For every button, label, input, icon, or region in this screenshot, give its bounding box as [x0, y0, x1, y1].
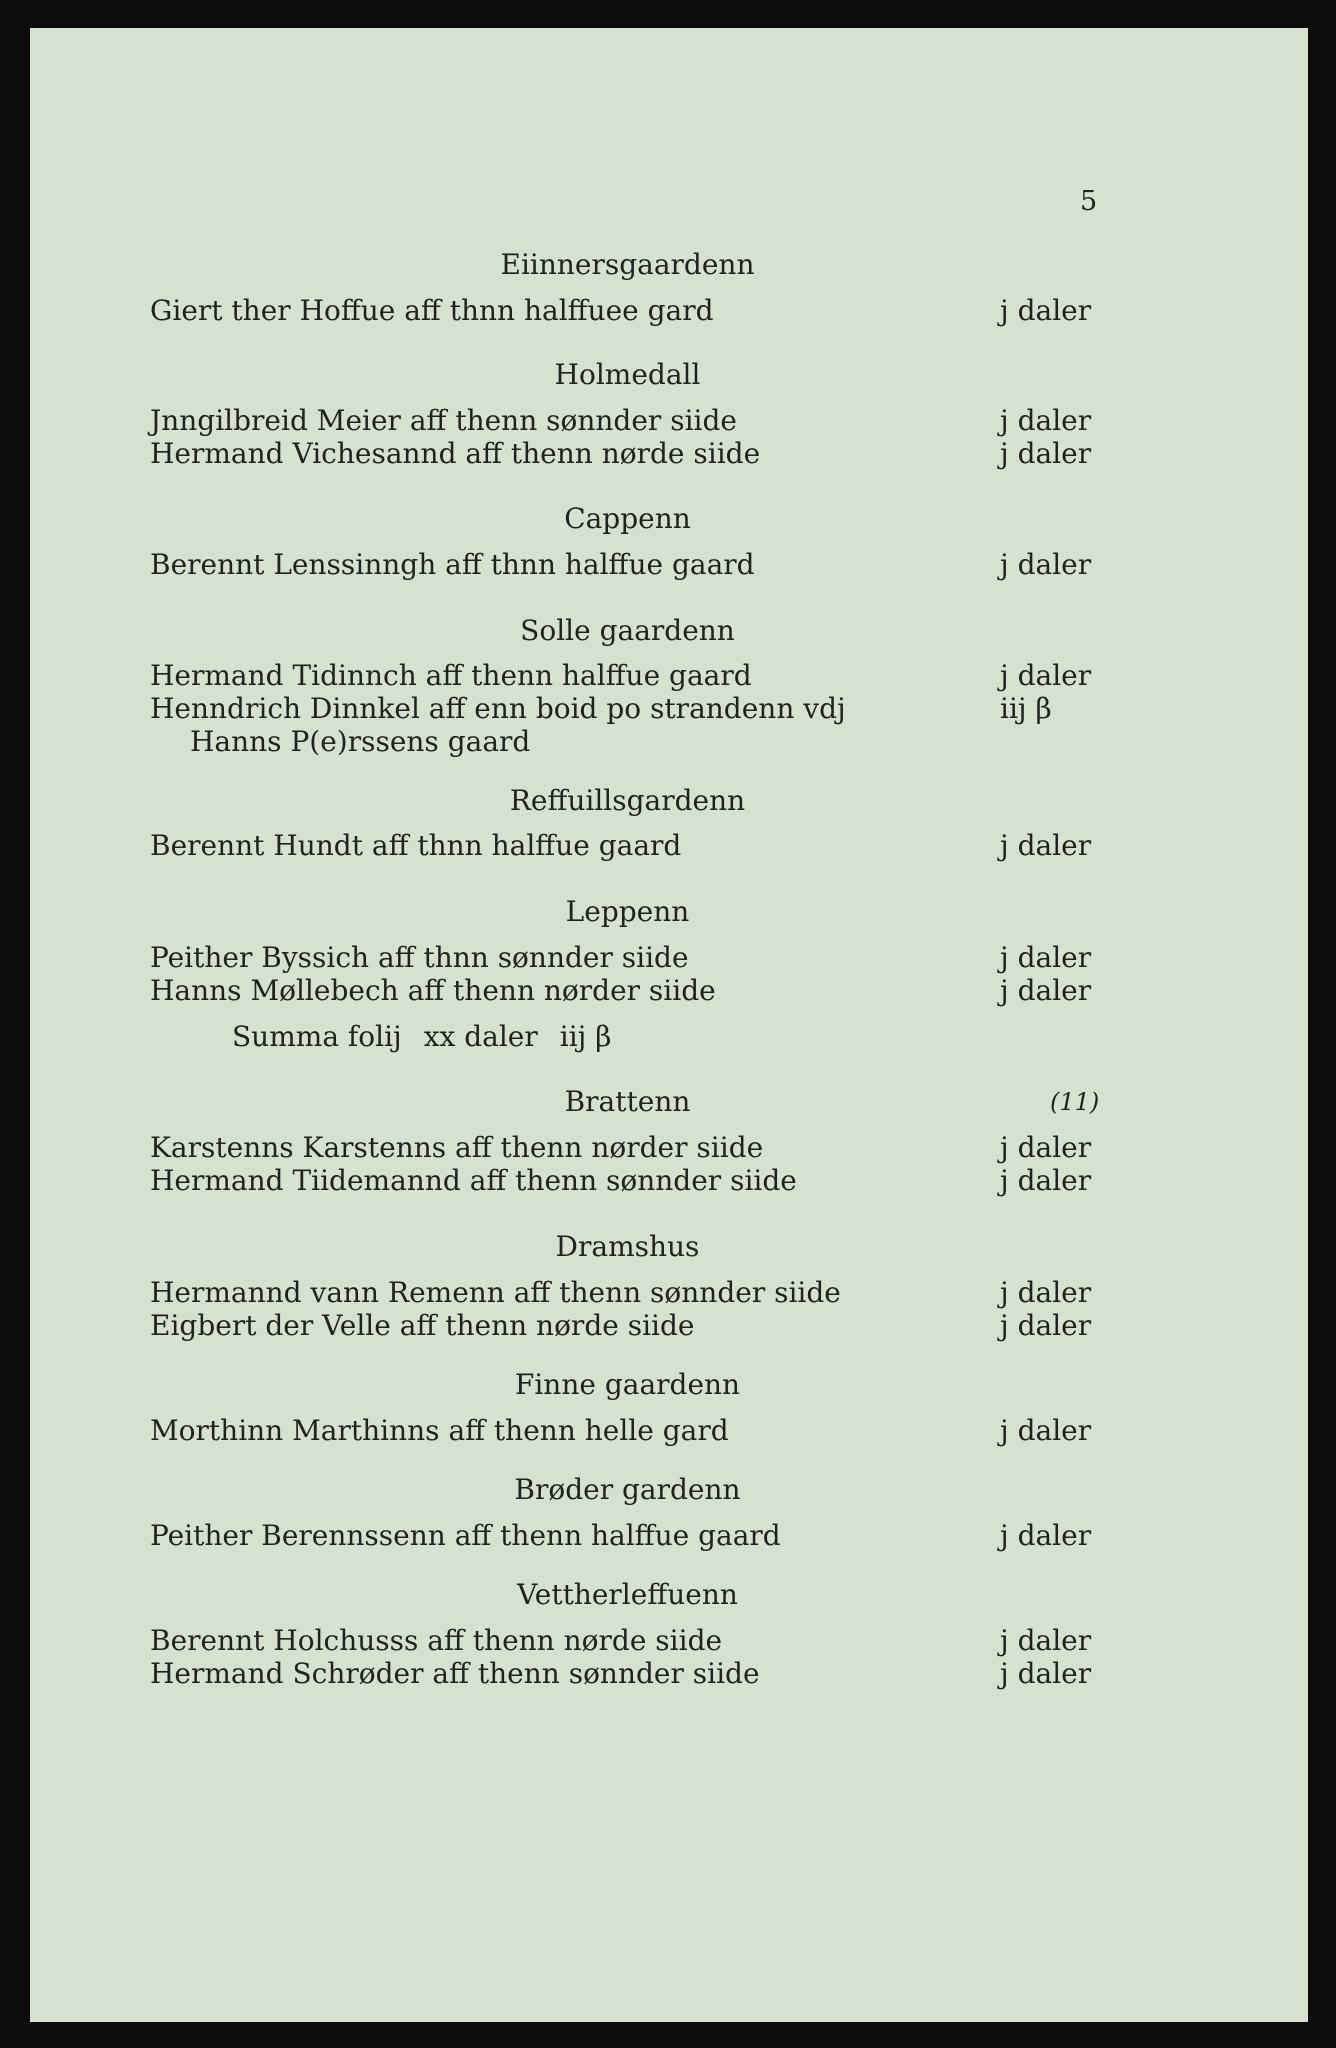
entry-name: Peither Berennssenn aff thenn halffue gaard	[150, 1519, 781, 1552]
entry-continuation: Hanns P(e)rssens gaard	[190, 725, 531, 758]
entry-amount: j daler	[1000, 1624, 1092, 1657]
entry-amount: j daler	[1000, 1164, 1092, 1197]
entry-name: Giert ther Hoffue aff thnn halffuee gard	[150, 294, 714, 327]
entry-name: Berennt Hundt aff thnn halffue gaard	[150, 829, 682, 862]
summa-label: Summa folij	[232, 1020, 402, 1053]
summa-line	[232, 1020, 611, 1053]
entry-amount: j daler	[1000, 1657, 1092, 1690]
section-heading: Holmedall	[554, 358, 701, 391]
entry-amount: j daler	[1000, 1276, 1092, 1309]
section-heading: Vettherleffuenn	[517, 1578, 738, 1611]
entry-name: Hanns Møllebech aff thenn nørder siide	[150, 974, 716, 1007]
entry-name: Karstenns Karstenns aff thenn nørder siide	[150, 1131, 764, 1164]
entry-name: Hermand Vichesannd aff thenn nørde siide	[150, 437, 761, 470]
entry-name: Hermand Tiidemannd aff thenn sønnder siide	[150, 1164, 797, 1197]
entry-amount: j daler	[1000, 1131, 1092, 1164]
entry-amount: j daler	[1000, 829, 1092, 862]
document-page	[30, 28, 1308, 2022]
entry-amount: j daler	[1000, 294, 1092, 327]
section-heading: Reffuillsgardenn	[509, 784, 746, 817]
section-heading: Finne gaardenn	[514, 1368, 741, 1401]
section-heading: Eiinnersgaardenn	[500, 248, 755, 281]
entry-amount: j daler	[1000, 437, 1092, 470]
folio-marker: (11)	[1050, 1088, 1100, 1116]
entry-amount: j daler	[1000, 1309, 1092, 1342]
entry-name: Eigbert der Velle aff thenn nørde siide	[150, 1309, 695, 1342]
entry-amount: j daler	[1000, 659, 1092, 692]
entry-name: Berennt Holchusss aff thenn nørde siide	[150, 1624, 723, 1657]
section-heading: Brattenn	[564, 1085, 691, 1118]
entry-name: Morthinn Marthinns aff thenn helle gard	[150, 1414, 729, 1447]
entry-amount: j daler	[1000, 1414, 1092, 1447]
section-heading: Brøder gardenn	[514, 1473, 741, 1506]
entry-name: Peither Byssich aff thnn sønnder siide	[150, 941, 689, 974]
entry-amount: j daler	[1000, 404, 1092, 437]
entry-name: Henndrich Dinnkel aff enn boid po strandenn vdj	[150, 692, 846, 725]
entry-name: Jnngilbreid Meier aff thenn sønnder siide	[150, 404, 737, 437]
section-heading: Cappenn	[564, 502, 691, 535]
section-heading: Leppenn	[565, 895, 690, 928]
entry-name: Hermand Schrøder aff thenn sønnder siide	[150, 1657, 760, 1690]
section-heading: Dramshus	[555, 1230, 700, 1263]
summa-daler: xx daler	[423, 1020, 538, 1053]
entry-name: Berennt Lenssinngh aff thnn halffue gaard	[150, 548, 755, 581]
entry-name: Hermand Tidinnch aff thenn halffue gaard	[150, 659, 752, 692]
entry-name: Hermannd vann Remenn aff thenn sønnder siide	[150, 1276, 841, 1309]
section-heading: Solle gaardenn	[520, 614, 735, 647]
entry-amount: iij β	[1000, 692, 1052, 725]
summa-shillings: iij β	[559, 1020, 612, 1053]
page-number: 5	[1080, 186, 1098, 217]
entry-amount: j daler	[1000, 1519, 1092, 1552]
entry-amount: j daler	[1000, 941, 1092, 974]
entry-amount: j daler	[1000, 974, 1092, 1007]
entry-amount: j daler	[1000, 548, 1092, 581]
